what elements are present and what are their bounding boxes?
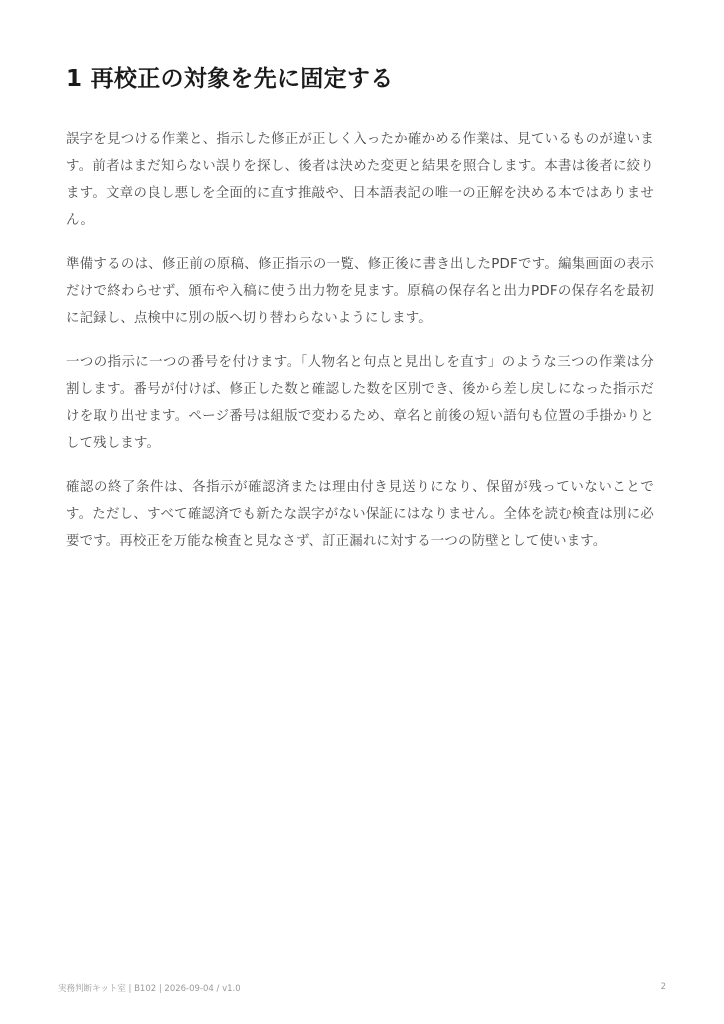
page-content bbox=[66, 62, 654, 572]
body-paragraph: 一つの指示に一つの番号を付けます。「人物名と句点と見出しを直す」のような三つの作業は分割します。番号が付けば、修正した数と確認した数を区別でき、後から差し戻しになった指示だけを取り出せます。ページ番号は組版で変わるため、章名と前後の短い語句も位置の手掛かりとして残します。 bbox=[66, 355, 654, 451]
page-footer bbox=[58, 982, 666, 998]
body-paragraph: 準備するのは、修正前の原稿、修正指示の一覧、修正後に書き出したPDFです。編集画面の表示だけで終わらせず、頒布や入稿に使う出力物を見ます。原稿の保存名と出力PDFの保存名を最初に記録し、点検中に別の版へ切り替わらないようにします。 bbox=[66, 257, 654, 326]
footer-publication-info: 実務判断キット室 | B102 | 2026-09-04 / v1.0 bbox=[58, 984, 241, 994]
footer-page-number: 2 bbox=[660, 982, 666, 992]
section-heading: 1 再校正の対象を先に固定する bbox=[66, 66, 394, 92]
body-paragraph: 誤字を見つける作業と、指示した修正が正しく入ったか確かめる作業は、見ているものが違います。前者はまだ知らない誤りを探し、後者は決めた変更と結果を照合します。本書は後者に絞ります。文章の良し悪しを全面的に直す推敲や、日本語表記の唯一の正解を決める本ではありません。 bbox=[66, 132, 654, 228]
body-paragraph: 確認の終了条件は、各指示が確認済または理由付き見送りになり、保留が残っていないことです。ただし、すべて確認済でも新たな誤字がない保証にはなりません。全体を読む検査は別に必要です。再校正を万能な検査と見なさず、訂正漏れに対する一つの防壁として使います。 bbox=[66, 480, 654, 549]
